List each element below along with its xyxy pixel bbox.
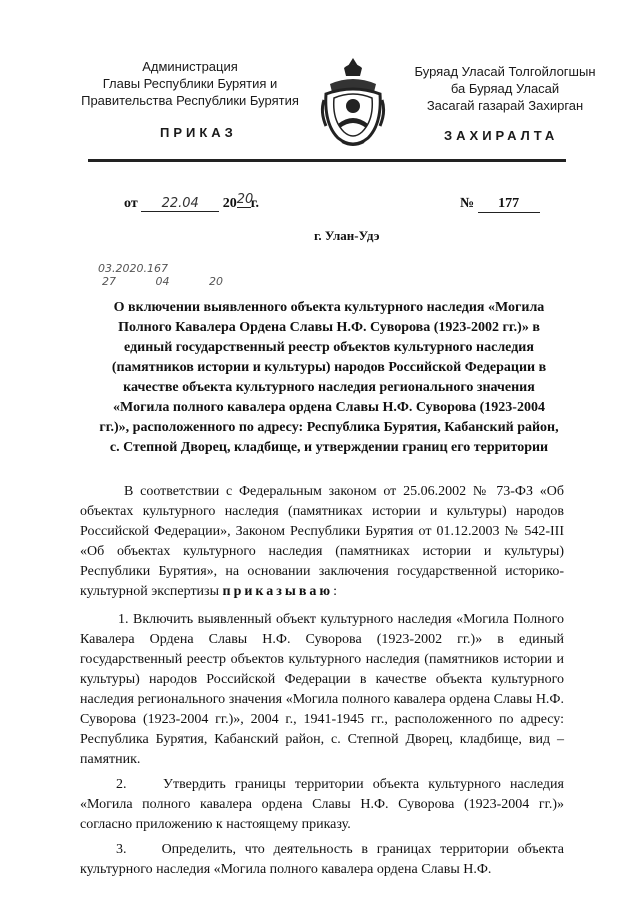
city: г. Улан-Удэ [314,228,380,243]
document-body [80,482,568,880]
order-date [124,192,259,212]
date-prefix: от [124,196,138,211]
order-word: приказываю [222,584,334,599]
coat-of-arms-icon [318,54,388,152]
issuer-left-line-2: Главы Республики Бурятия и [102,76,278,91]
order-number [460,196,540,213]
header-divider [88,159,566,162]
order-title-ru: ПРИКАЗ [160,125,237,140]
issuer-right [400,63,610,114]
year-handwritten: 20 [236,192,254,207]
date-handwritten: 22.04 [141,196,219,212]
year-prefix: 20 [222,196,237,211]
preamble-text: В соответствии с Федеральным законом от 25.06.2002 № 73-ФЗ «Об объектах культурного наследия (памятниках истории и культуры) народов Российской Федерации», Законом Республики Бурятия от 01.12.2003 № 542-III «Об объектах культурного наследия (памятниках истории и культуры) Республики Бурятия», на основании заключения государственной историко-культурной экспертизы [80,484,564,599]
number-prefix: № [460,196,475,211]
stamp-line-1: 03.2020.167 [98,262,168,275]
number-handwritten: 177 [478,196,540,213]
order-colon: : [333,584,337,599]
issuer-right-line-3: Засагай газарай Захирган [426,98,584,113]
issuer-right-line-1: Буряад Уласай Толгойлогшын [414,64,596,79]
year-suffix: г. [250,196,259,211]
item-1: 1. Включить выявленный объект культурного наследия «Могила Полного Кавалера Ордена Славы Н.Ф. Суворова (1923-2002 гг.)» в единый государственный реестр объектов культурного наследия (памятников истории и культуры) народов Российской Федерации в качестве объекта культурного наследия регионального значения «Могила полного кавалера ордена Славы Н.Ф. Суворова (1923-2004 гг.)», 2004 г., 1941-1945 гг., расположенного по адресу: Республика Бурятия, Кабанский район, с. Степной Дворец, кладбище, вид – памятник. [80,612,564,767]
preamble [80,482,564,602]
registration-stamp [98,262,223,288]
issuer-left-line-1: Администрация [142,59,238,74]
item-2: 2. Утвердить границы территории объекта культурного наследия «Могила полного кавалера ордена Славы Н.Ф. Суворова (1923-2004 гг.)» согласно приложению к настоящему приказу. [80,777,568,832]
item-3: 3. Определить, что деятельность в границах территории объекта культурного наследия «Могила полного кавалера ордена Славы Н.Ф. [80,842,568,877]
issuer-right-line-2: ба Буряад Уласай [450,81,560,96]
order-title-bua: ЗАХИРАЛТА [444,128,559,143]
stamp-line-2: 27 04 20 [102,275,223,288]
issuer-left [70,58,310,109]
document-title: О включении выявленного объекта культурного наследия «Могила Полного Кавалера Ордена Славы Н.Ф. Суворова (1923-2002 гг.)» в единый государственный реестр объектов культурного наследия (памятников истории и культуры) народов Российской Федерации в качестве объекта культурного наследия регионального значения «Могила полного кавалера ордена Славы Н.Ф. Суворова (1923-2004 гг.)», расположенного по адресу: Республика Бурятия, Кабанский район, с. Степной Дворец, кладбище, и утверждении границ его территории [99,300,559,455]
issuer-left-line-3: Правительства Республики Бурятия [81,93,299,108]
